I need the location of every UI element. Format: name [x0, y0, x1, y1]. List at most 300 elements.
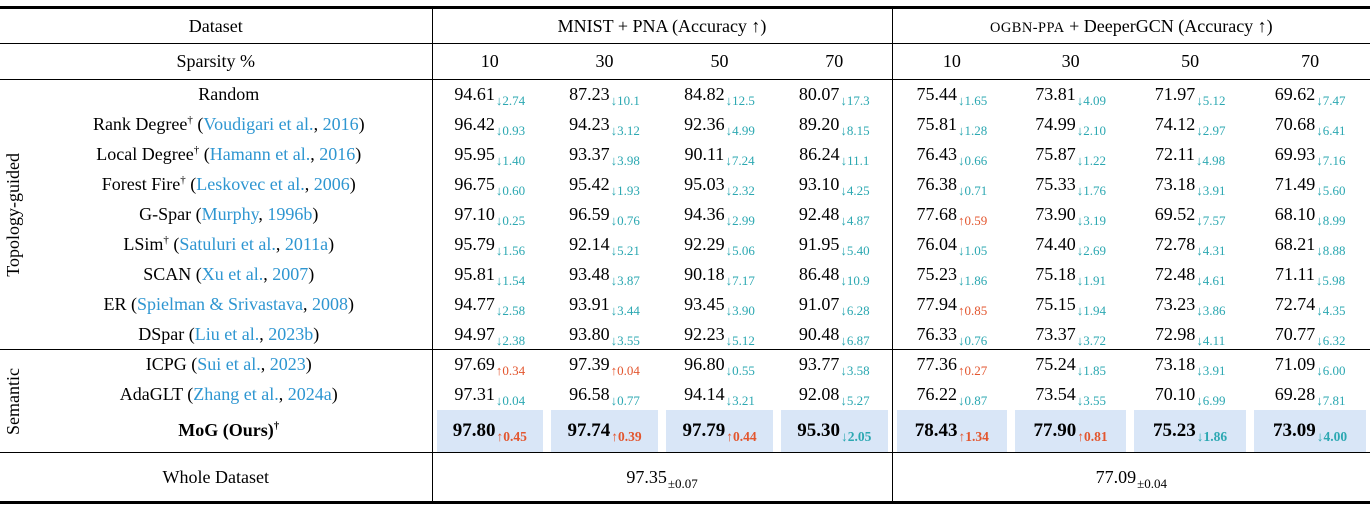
delta-annotation: [840, 363, 869, 378]
method-cell: [26, 200, 432, 230]
accuracy-cell: [662, 170, 777, 200]
delta-annotation: [958, 153, 987, 168]
citation-year-link[interactable]: 2024a: [287, 384, 332, 404]
method-name: SCAN: [143, 264, 192, 284]
citation-authors-link[interactable]: Spielman & Srivastava: [137, 294, 303, 314]
accuracy-value: 97.69: [454, 354, 495, 375]
citation-authors-link[interactable]: Liu et al.: [194, 323, 260, 344]
delta-annotation: [958, 363, 987, 378]
delta-value: 4.35: [1322, 303, 1346, 318]
accuracy-cell: [1130, 230, 1250, 260]
down-arrow-icon: ↓: [1316, 363, 1323, 379]
down-arrow-icon: ↓: [957, 273, 965, 288]
accuracy-value: 75.87: [1035, 144, 1076, 164]
accuracy-value: 69.28: [1274, 384, 1316, 404]
down-arrow-icon: ↓: [1316, 332, 1323, 348]
delta-annotation: [1077, 93, 1106, 108]
delta-annotation: [1077, 273, 1106, 288]
method-name: Local Degree: [96, 144, 194, 164]
accuracy-cell: [1011, 230, 1130, 260]
accuracy-value: 97.31: [454, 384, 495, 404]
dataset-header-label: Dataset: [0, 8, 432, 44]
delta-annotation: [1077, 303, 1106, 318]
down-arrow-icon: ↓: [725, 213, 733, 228]
down-arrow-icon: ↓: [1076, 93, 1084, 109]
down-arrow-icon: ↓: [610, 213, 618, 228]
down-arrow-icon: ↓: [1316, 183, 1323, 198]
delta-value: 0.71: [964, 183, 988, 198]
comma: ,: [260, 354, 270, 375]
citation-authors-link[interactable]: Xu et al.: [201, 264, 264, 284]
delta-value: 3.58: [846, 363, 870, 379]
accuracy-value: 73.09: [1273, 419, 1316, 441]
down-arrow-icon: ↓: [840, 93, 847, 109]
delta-annotation: [496, 393, 525, 408]
up-arrow-icon: ↑: [957, 213, 965, 228]
method-cell: [26, 380, 432, 410]
down-arrow-icon: ↓: [840, 393, 847, 408]
accuracy-cell: [892, 350, 1011, 380]
accuracy-cell: [892, 260, 1011, 290]
delta-annotation: [958, 333, 987, 348]
accuracy-cell: [547, 230, 662, 260]
delta-annotation: [496, 183, 525, 198]
delta-value: 3.90: [732, 303, 755, 318]
delta-annotation: [726, 243, 755, 258]
delta-value: 1.86: [964, 273, 988, 288]
delta-value: 0.45: [503, 428, 527, 444]
accuracy-cell: [662, 320, 777, 350]
down-arrow-icon: ↓: [1076, 153, 1084, 168]
accuracy-cell: [662, 140, 777, 170]
citation-year-link[interactable]: 2008: [312, 294, 348, 314]
delta-value: 1.65: [964, 93, 988, 109]
citation-authors-link[interactable]: Murphy: [201, 204, 259, 224]
paren-close: ): [308, 264, 315, 284]
delta-annotation: [1077, 333, 1106, 348]
delta-value: 11.1: [847, 153, 870, 168]
down-arrow-icon: ↓: [1316, 213, 1323, 228]
accuracy-value: 71.49: [1274, 174, 1316, 194]
accuracy-value: 73.18: [1154, 174, 1196, 194]
delta-annotation: [1196, 123, 1225, 138]
delta-annotation: [1196, 303, 1225, 318]
method-name: Forest Fire: [101, 174, 181, 194]
accuracy-cell: [1011, 170, 1130, 200]
accuracy-cell: [547, 110, 662, 140]
citation-year-link[interactable]: 2023: [269, 354, 306, 375]
delta-value: 8.88: [1322, 243, 1346, 258]
down-arrow-icon: ↓: [495, 93, 503, 109]
delta-value: 1.86: [1203, 428, 1228, 444]
delta-value: 3.86: [1202, 303, 1226, 318]
accuracy-value: 70.10: [1154, 384, 1196, 404]
delta-annotation: [1316, 213, 1345, 228]
delta-value: 1.56: [502, 243, 526, 258]
accuracy-value: 96.75: [454, 174, 495, 194]
method-cell: [26, 410, 432, 453]
delta-annotation: [958, 393, 987, 408]
paren-open: (: [185, 174, 197, 194]
mnist-group-label: MNIST + PNA (Accuracy ↑): [557, 15, 767, 36]
accuracy-value: 72.98: [1154, 323, 1196, 344]
delta-value: 2.99: [732, 213, 755, 228]
accuracy-cell: [1250, 110, 1370, 140]
down-arrow-icon: ↓: [725, 93, 733, 109]
accuracy-value: 68.21: [1274, 234, 1316, 254]
accuracy-value: 77.36: [916, 354, 957, 375]
accuracy-cell: [662, 290, 777, 320]
up-arrow-icon: ↑: [495, 363, 503, 379]
delta-value: 6.99: [1202, 393, 1226, 408]
accuracy-cell: [662, 410, 777, 453]
delta-annotation: [1196, 213, 1225, 228]
accuracy-cell: [1011, 380, 1130, 410]
delta-value: 0.34: [502, 363, 526, 379]
delta-value: 1.22: [1083, 153, 1106, 168]
delta-value: 7.81: [1322, 393, 1346, 408]
table-row: [0, 230, 1370, 260]
accuracy-cell: [1011, 410, 1130, 453]
delta-annotation: [958, 213, 987, 228]
table-row: [0, 320, 1370, 350]
delta-value: 0.85: [964, 303, 988, 318]
down-arrow-icon: ↓: [1076, 183, 1084, 198]
accuracy-value: 75.81: [916, 114, 957, 134]
sparsity-col-header: 10: [432, 44, 547, 80]
accuracy-value: 70.77: [1274, 323, 1316, 344]
delta-annotation: [1316, 333, 1345, 348]
delta-value: 7.47: [1322, 93, 1346, 109]
down-arrow-icon: ↓: [1196, 273, 1203, 288]
delta-annotation: [959, 429, 989, 444]
accuracy-cell: [777, 110, 892, 140]
delta-value: 7.57: [1202, 213, 1226, 228]
accuracy-value: 71.97: [1154, 84, 1196, 105]
delta-value: 0.04: [502, 393, 526, 408]
accuracy-value: 78.43: [914, 419, 958, 441]
accuracy-value: 94.77: [454, 294, 495, 314]
method-cell: [26, 320, 432, 350]
accuracy-cell: [777, 200, 892, 230]
citation-authors-link[interactable]: Hamann et al.: [209, 144, 311, 164]
accuracy-value: 77.09: [1095, 466, 1137, 487]
delta-value: 3.91: [1202, 363, 1226, 379]
down-arrow-icon: ↓: [1316, 243, 1323, 258]
paren-open: (: [186, 354, 198, 375]
accuracy-value: 96.42: [454, 114, 495, 134]
accuracy-cell: [1011, 320, 1130, 350]
citation-authors-link[interactable]: Zhang et al.: [193, 384, 279, 404]
method-cell: [26, 140, 432, 170]
delta-annotation: [611, 213, 640, 228]
delta-annotation: [611, 153, 640, 168]
down-arrow-icon: ↓: [495, 303, 503, 318]
down-arrow-icon: ↓: [1076, 332, 1084, 348]
down-arrow-icon: ↓: [1196, 213, 1203, 228]
accuracy-value: 94.36: [684, 204, 725, 224]
accuracy-value: 76.04: [916, 234, 957, 254]
accuracy-cell: [892, 290, 1011, 320]
down-arrow-icon: ↓: [1196, 363, 1203, 379]
dagger-mark: †: [163, 234, 169, 246]
method-name: Rank Degree: [92, 114, 188, 134]
accuracy-cell: [432, 260, 547, 290]
accuracy-cell: [1130, 410, 1250, 453]
accuracy-value: 74.12: [1154, 114, 1196, 134]
accuracy-cell: [892, 110, 1011, 140]
delta-annotation: [1196, 333, 1225, 348]
accuracy-cell: [777, 140, 892, 170]
sparsity-header-row: [0, 44, 1370, 80]
dagger-mark: †: [273, 420, 280, 433]
sparsity-col-header: 50: [662, 44, 777, 80]
down-arrow-icon: ↓: [1316, 428, 1324, 444]
delta-annotation: [726, 363, 755, 378]
delta-value: 3.98: [617, 153, 640, 168]
accuracy-cell: [892, 320, 1011, 350]
accuracy-cell: [777, 380, 892, 410]
dataset-header-row: [0, 8, 1370, 44]
method-cell: [26, 350, 432, 380]
delta-annotation: [726, 303, 755, 318]
down-arrow-icon: ↓: [840, 273, 847, 288]
accuracy-value: 93.77: [798, 354, 840, 375]
delta-value: 3.12: [617, 123, 640, 138]
accuracy-cell: [432, 290, 547, 320]
sparsity-col-header: 70: [777, 44, 892, 80]
accuracy-value: 71.09: [1274, 354, 1316, 375]
down-arrow-icon: ↓: [1316, 123, 1323, 138]
delta-annotation: [611, 429, 641, 444]
accuracy-cell: [432, 350, 547, 380]
comma: ,: [313, 114, 323, 134]
accuracy-cell: [892, 80, 1011, 110]
citation-year-link[interactable]: 2016: [319, 144, 356, 164]
paren-close: ): [355, 144, 362, 164]
delta-value: 3.44: [617, 303, 640, 318]
citation-authors-link[interactable]: Satuluri et al.: [179, 234, 276, 254]
down-arrow-icon: ↓: [840, 153, 848, 168]
delta-value: 5.06: [732, 243, 755, 258]
accuracy-cell: [892, 200, 1011, 230]
accuracy-cell: [547, 140, 662, 170]
delta-value: 3.91: [1202, 183, 1226, 198]
accuracy-value: 70.68: [1274, 114, 1316, 134]
citation-year-link[interactable]: 2016: [322, 114, 359, 134]
delta-value: 0.59: [964, 213, 988, 228]
down-arrow-icon: ↓: [610, 303, 618, 318]
down-arrow-icon: ↓: [725, 363, 733, 379]
sparsity-col-header: 10: [892, 44, 1011, 80]
delta-value: 4.98: [1202, 153, 1226, 168]
accuracy-cell: [1250, 80, 1370, 110]
citation-year-link[interactable]: 2007: [272, 264, 309, 284]
accuracy-value: 92.08: [798, 384, 840, 404]
delta-annotation: [1077, 153, 1106, 168]
table-row: [0, 110, 1370, 140]
accuracy-cell: [1130, 140, 1250, 170]
dagger-mark: †: [180, 174, 186, 186]
sparsity-col-header: 50: [1130, 44, 1250, 80]
delta-value: 0.55: [732, 363, 755, 379]
delta-annotation: [726, 429, 756, 444]
up-arrow-icon: ↑: [610, 363, 618, 379]
delta-annotation: [841, 429, 871, 444]
down-arrow-icon: ↓: [495, 153, 503, 168]
down-arrow-icon: ↓: [610, 153, 618, 168]
sparsity-header-label: Sparsity %: [0, 44, 432, 80]
comma: ,: [304, 174, 314, 194]
down-arrow-icon: ↓: [725, 153, 732, 168]
delta-value: 1.91: [1083, 273, 1106, 288]
sparsity-col-header: 30: [547, 44, 662, 80]
down-arrow-icon: ↓: [495, 243, 503, 258]
down-arrow-icon: ↓: [495, 123, 503, 138]
delta-value: 7.16: [1322, 153, 1346, 168]
group-label-text: Semantic: [3, 367, 23, 435]
delta-value: 2.05: [847, 428, 872, 444]
accuracy-cell: [777, 260, 892, 290]
down-arrow-icon: ↓: [840, 332, 847, 348]
comma: ,: [258, 204, 268, 224]
delta-annotation: [496, 213, 525, 228]
delta-annotation: [611, 273, 640, 288]
delta-annotation: [1077, 183, 1106, 198]
accuracy-value: 72.11: [1155, 144, 1195, 164]
accuracy-cell: [432, 110, 547, 140]
delta-value: 8.99: [1322, 213, 1346, 228]
delta-value: 2.58: [502, 303, 526, 318]
accuracy-value: 92.23: [684, 323, 725, 344]
accuracy-value: 71.11: [1275, 264, 1315, 284]
accuracy-cell: [1250, 320, 1370, 350]
delta-annotation: [496, 153, 525, 168]
down-arrow-icon: ↓: [1316, 303, 1323, 318]
delta-value: 5.40: [846, 243, 870, 258]
sparsity-col-header: 30: [1011, 44, 1130, 80]
accuracy-cell: [547, 290, 662, 320]
delta-value: 17.3: [846, 93, 870, 109]
paren-open: (: [168, 234, 180, 254]
accuracy-value: 95.79: [454, 234, 495, 254]
accuracy-cell: [432, 410, 547, 453]
down-arrow-icon: ↓: [1076, 243, 1084, 258]
accuracy-value: 74.99: [1035, 114, 1076, 134]
delta-annotation: [1316, 393, 1345, 408]
down-arrow-icon: ↓: [1196, 428, 1204, 444]
delta-value: 5.27: [846, 393, 870, 408]
citation-year-link[interactable]: 2011a: [284, 234, 329, 254]
up-arrow-icon: ↑: [611, 428, 618, 444]
delta-value: 0.87: [964, 393, 988, 408]
delta-annotation: [726, 183, 755, 198]
accuracy-value: 73.54: [1035, 384, 1076, 404]
group-label-text: Topology-guided: [3, 152, 23, 277]
delta-value: 4.61: [1202, 273, 1226, 288]
down-arrow-icon: ↓: [495, 332, 503, 348]
accuracy-value: 72.78: [1154, 234, 1196, 254]
down-arrow-icon: ↓: [957, 243, 965, 258]
down-arrow-icon: ↓: [840, 363, 847, 379]
group-label-semantic: [0, 350, 26, 453]
accuracy-value: 92.48: [798, 204, 840, 224]
delta-value: 10.1: [617, 93, 640, 109]
delta-value: 7.17: [732, 273, 755, 288]
delta-annotation: [1077, 243, 1106, 258]
accuracy-value: 75.33: [1035, 174, 1076, 194]
accuracy-cell: [432, 80, 547, 110]
table-row: [0, 200, 1370, 230]
delta-annotation: [958, 183, 987, 198]
delta-annotation: [1316, 363, 1345, 378]
delta-annotation: [726, 123, 755, 138]
down-arrow-icon: ↓: [1316, 153, 1323, 168]
accuracy-value: 69.62: [1274, 84, 1316, 105]
delta-annotation: [1316, 303, 1345, 318]
delta-value: 4.11: [1202, 332, 1226, 348]
accuracy-value: 87.23: [569, 84, 610, 105]
delta-annotation: [1196, 93, 1225, 108]
accuracy-value: 90.18: [684, 264, 725, 284]
delta-value: 6.41: [1322, 123, 1346, 138]
delta-annotation: [1196, 273, 1225, 288]
paren-open: (: [191, 264, 202, 284]
accuracy-value: 73.81: [1035, 84, 1076, 105]
accuracy-cell: [547, 200, 662, 230]
delta-value: 1.76: [1083, 183, 1106, 198]
citation-year-link[interactable]: 1996b: [267, 204, 313, 224]
citation-year-link[interactable]: 2006: [313, 174, 350, 194]
delta-value: 4.00: [1323, 428, 1348, 444]
accuracy-value: 76.22: [916, 384, 957, 404]
accuracy-value: 93.48: [569, 264, 610, 284]
citation-authors-link[interactable]: Sui et al.: [197, 354, 261, 375]
down-arrow-icon: ↓: [840, 428, 848, 444]
whole-dataset-row: [0, 453, 1370, 503]
group-label-topology-guided: [0, 80, 26, 350]
accuracy-cell: [432, 320, 547, 350]
accuracy-value: 91.95: [798, 234, 840, 254]
delta-value: 2.69: [1083, 243, 1106, 258]
down-arrow-icon: ↓: [610, 123, 618, 138]
accuracy-cell: [547, 410, 662, 453]
citation-authors-link[interactable]: Voudigari et al.: [203, 114, 314, 134]
accuracy-value: 75.18: [1035, 264, 1076, 284]
accuracy-value: 97.10: [454, 204, 495, 224]
paren-open: (: [192, 114, 204, 134]
accuracy-cell: [1250, 170, 1370, 200]
down-arrow-icon: ↓: [840, 123, 847, 138]
table-row: [0, 290, 1370, 320]
delta-annotation: [958, 243, 987, 258]
down-arrow-icon: ↓: [610, 393, 618, 408]
paren-close: ): [358, 114, 365, 134]
delta-annotation: [840, 213, 869, 228]
method-name: ER: [103, 294, 127, 314]
table-body: [0, 80, 1370, 453]
citation-year-link[interactable]: 2023b: [268, 323, 314, 344]
delta-annotation: [726, 333, 755, 348]
down-arrow-icon: ↓: [725, 273, 733, 288]
method-name: G-Spar: [139, 204, 192, 224]
accuracy-cell: [892, 410, 1011, 453]
accuracy-cell: [1130, 290, 1250, 320]
delta-value: 2.32: [732, 183, 755, 198]
delta-value: 3.72: [1083, 332, 1106, 348]
delta-annotation: [1077, 213, 1106, 228]
citation-authors-link[interactable]: Leskovec et al.: [196, 174, 305, 194]
